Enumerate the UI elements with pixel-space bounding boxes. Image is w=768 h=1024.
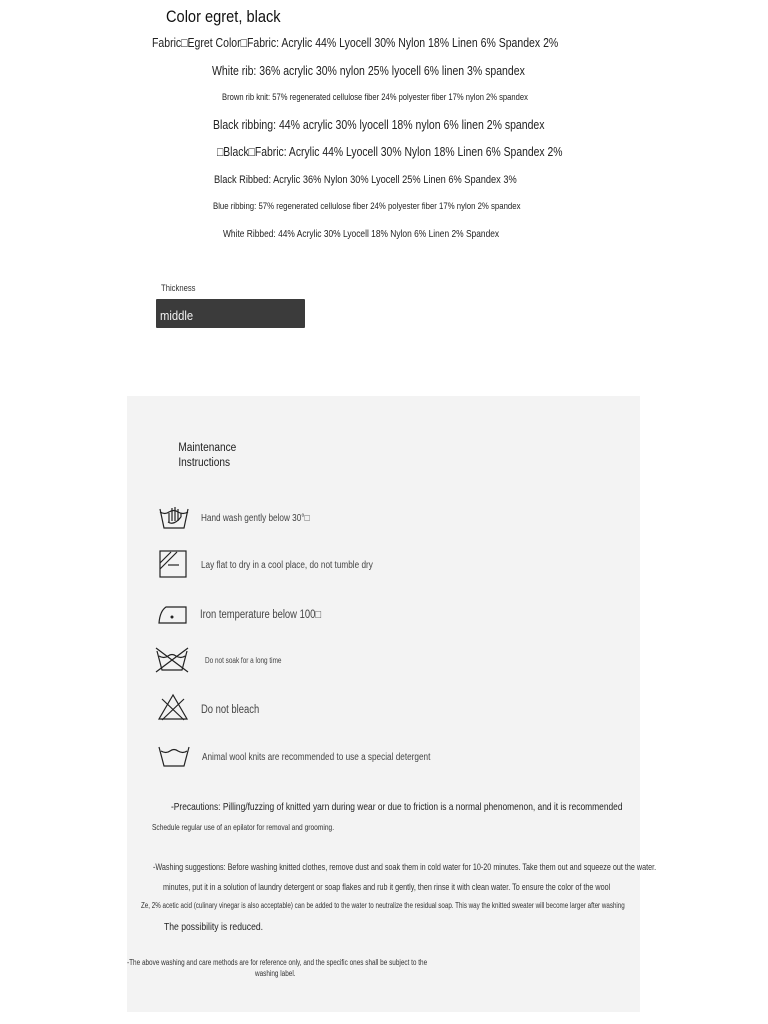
maintenance-title-line2: Instructions bbox=[178, 457, 231, 469]
dry-flat-icon bbox=[157, 549, 193, 581]
care-text: Iron temperature below 100□ bbox=[200, 609, 322, 621]
maintenance-title bbox=[175, 441, 237, 471]
thickness-label: Thickness bbox=[161, 283, 196, 293]
care-text: Do not bleach bbox=[201, 704, 260, 716]
care-text: Do not soak for a long time bbox=[205, 656, 282, 665]
fabric-line: Brown rib knit: 57% regenerated cellulose fiber 24% polyester fiber 17% nylon 2% spandex bbox=[222, 92, 528, 103]
do-not-bleach-icon bbox=[156, 692, 192, 724]
washing-line-2: minutes, put it in a solution of laundry detergent or soap flakes and rub it gently, then rinse it with clean water. To ensure the color of the wool bbox=[163, 882, 611, 892]
color-title: Color egret, black bbox=[166, 7, 281, 26]
care-text: Animal wool knits are recommended to use a special detergent bbox=[202, 752, 431, 763]
do-not-soak-icon bbox=[154, 644, 190, 676]
fabric-line: Fabric□Egret Color□Fabric: Acrylic 44% Lyocell 30% Nylon 18% Linen 6% Spandex 2% bbox=[152, 36, 559, 50]
precautions-line-2: Schedule regular use of an epilator for removal and grooming. bbox=[152, 822, 335, 832]
washing-line-4: The possibility is reduced. bbox=[164, 921, 264, 933]
disclaimer-line-2: washing label. bbox=[255, 969, 296, 978]
hand-wash-icon bbox=[156, 502, 192, 534]
care-text: Lay flat to dry in a cool place, do not tumble dry bbox=[201, 560, 373, 571]
fabric-line: Blue ribbing: 57% regenerated cellulose fiber 24% polyester fiber 17% nylon 2% spandex bbox=[213, 201, 521, 212]
fabric-line: White Ribbed: 44% Acrylic 30% Lyocell 18% Nylon 6% Linen 2% Spandex bbox=[223, 228, 500, 240]
fabric-line: Black Ribbed: Acrylic 36% Nylon 30% Lyocell 25% Linen 6% Spandex 3% bbox=[214, 174, 517, 186]
maintenance-panel bbox=[127, 396, 657, 1012]
precautions-line-1: -Precautions: Pilling/fuzzing of knitted yarn during wear or due to friction is a normal phenomenon, and it is recommended bbox=[171, 801, 623, 813]
wash-basin-icon bbox=[156, 740, 192, 772]
fabric-line: Black ribbing: 44% acrylic 30% lyocell 18% nylon 6% linen 2% spandex bbox=[213, 118, 545, 132]
washing-line-3: Ze, 2% acetic acid (culinary vinegar is also acceptable) can be added to the water to neutralize the residual soap. This way the knitted sweater will become larger after washing bbox=[141, 901, 625, 910]
maintenance-title-line1: Maintenance bbox=[178, 442, 237, 454]
iron-icon bbox=[156, 597, 192, 629]
thickness-value: middle bbox=[160, 309, 194, 323]
washing-line-1: -Washing suggestions: Before washing knitted clothes, remove dust and soak them in cold water for 10-20 minutes. Take them out and squeeze out the water. bbox=[153, 862, 657, 872]
care-text: Hand wash gently below 30°□ bbox=[201, 513, 310, 524]
disclaimer-line-1: -The above washing and care methods are for reference only, and the specific ones shall be subject to the bbox=[127, 958, 428, 967]
fabric-line: □Black□Fabric: Acrylic 44% Lyocell 30% Nylon 18% Linen 6% Spandex 2% bbox=[217, 145, 563, 159]
thickness-value-box bbox=[156, 299, 305, 328]
fabric-line: White rib: 36% acrylic 30% nylon 25% lyocell 6% linen 3% spandex bbox=[212, 64, 525, 78]
